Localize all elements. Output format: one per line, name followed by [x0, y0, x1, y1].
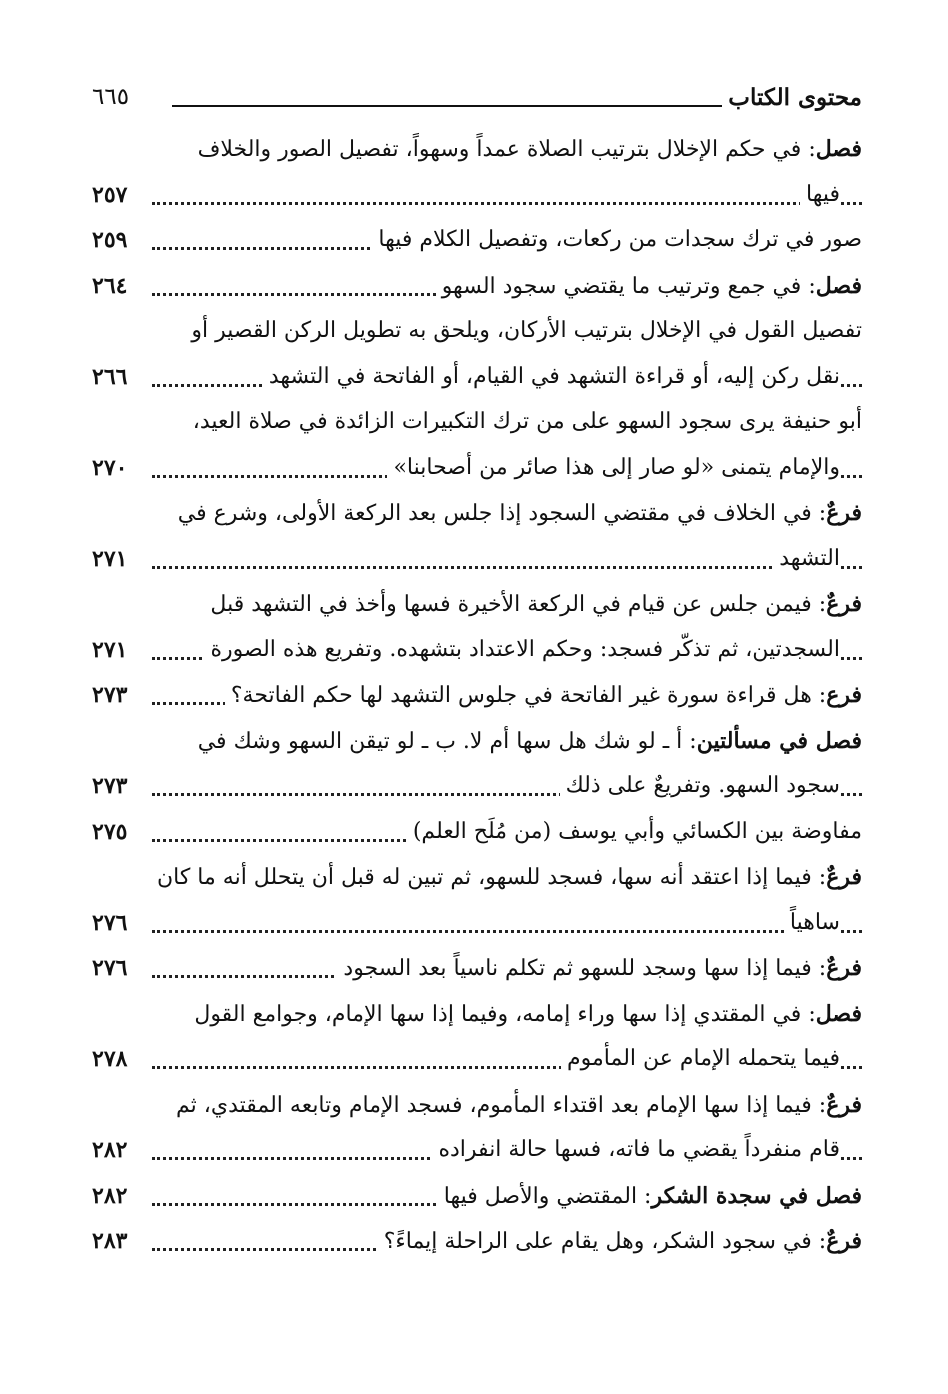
leader-dots [152, 566, 862, 569]
header-rule [172, 105, 722, 107]
entry-line-text: والإمام يتمنى «لو صار إلى هذا صائر من أصحابنا» [393, 454, 840, 480]
entry-label: فصل في مسألتين [696, 727, 862, 754]
entry-text [561, 1044, 840, 1074]
entry-line-text: فيمن جلس عن قيام في الركعة الأخيرة فسها وأخذ في التشهد قبل [210, 592, 812, 617]
entry-label: فصل [815, 272, 862, 299]
entry-page-number: ٢٧١ [92, 545, 128, 572]
entry-text: فرعٌ: فيمن جلس عن قيام في الركعة الأخيرة فسها وأخذ في التشهد قبل [204, 589, 862, 620]
entry-line-text: السجدتين، ثم تذكّر فسجد: وحكم الاعتداد بتشهده. وتفريع هذه الصورة [210, 636, 840, 662]
entry-label: فرعٌ [826, 591, 862, 617]
toc-line [92, 674, 862, 720]
entry-page-number: ٢٧٦ [92, 955, 128, 981]
entry-line-text: صور في ترك سجدات من ركعات، وتفصيل الكلام فيها [378, 227, 862, 252]
entry-line-text: فيما إذا سها وسجد للسهو ثم تكلم ناسياً بعد السجود [343, 956, 812, 981]
toc-line [92, 1175, 862, 1221]
toc-line [92, 856, 862, 902]
entry-page-number: ٢٧٣ [92, 682, 128, 708]
page-number: ٦٦٥ [92, 84, 130, 110]
entry-label: فرعٌ [826, 1228, 862, 1254]
toc-line [92, 538, 862, 584]
entry-label: فرع [826, 682, 862, 708]
entry-text: فرعٌ: في سجود الشكر، وهل يقام على الراحلة إيماءً؟ [378, 1226, 862, 1257]
entry-line-text: فيما يتحمله الإمام عن المأموم [567, 1046, 840, 1071]
entry-page-number: ٢٥٩ [92, 227, 128, 253]
entry-page-number: ٢٧٨ [92, 1046, 128, 1072]
entry-page-number: ٢٨٢ [92, 1137, 128, 1163]
entry-text [187, 407, 862, 437]
toc-line [92, 356, 862, 402]
entry-text: فصل في مسألتين: أ ـ لو شك هل سها أم لا. ب ـ لو تيقن السهو وشك في [192, 726, 862, 757]
entry-line-text: نقل ركن إليه، أو قراءة التشهد في القيام، أو الفاتحة في التشهد [268, 363, 840, 389]
toc-line [92, 1129, 862, 1175]
toc-line [92, 310, 862, 356]
toc-line [92, 811, 862, 857]
entry-label: فرعٌ [826, 1091, 862, 1118]
entry-line-text: في سجود الشكر، وهل يقام على الراحلة إيماءً؟ [383, 1229, 812, 1254]
entry-label: فصل في سجدة الشكر [651, 1182, 862, 1209]
entry-text: فرعٌ: في الخلاف في مقتضي السجود إذا جلس بعد الركعة الأولى، وشرع في [172, 498, 862, 529]
entry-text [784, 908, 840, 938]
entry-page-number: ٢٦٤ [92, 272, 128, 299]
entry-line-text: ساهياً [789, 909, 840, 935]
entry-text: فصل: في حكم الإخلال بترتيب الصلاة عمداً وسهواً، تفصيل الصور والخلاف [192, 134, 862, 165]
leader-dots [152, 930, 862, 933]
entry-label: فصل [815, 136, 862, 162]
entry-line-text: فيها [806, 181, 840, 207]
entry-page-number: ٢٥٧ [92, 181, 128, 208]
entry-text [204, 635, 840, 665]
entry-text [407, 817, 862, 847]
toc-line [92, 219, 862, 265]
entry-text [773, 544, 840, 574]
entry-text: فرعٌ: فيما إذا اعتقد أنه سها، فسجد للسهو، ثم تبين له قبل أن يتحلل أنه ما كان [151, 862, 862, 893]
toc-line [92, 1084, 862, 1130]
entry-label: فرعٌ [826, 864, 862, 890]
entry-text: فرعٌ: فيما إذا سها وسجد للسهو ثم تكلم ناسياً بعد السجود [337, 953, 862, 984]
entry-text [432, 1135, 840, 1165]
toc-line [92, 947, 862, 993]
toc-line [92, 720, 862, 766]
entry-page-number: ٢٧٦ [92, 909, 128, 936]
entry-text: فصل: في المقتدي إذا سها وراء إمامه، وفيما إذا سها الإمام، وجوامع القول [188, 999, 862, 1030]
entry-line-text: مفاوضة بين الكسائي وأبي يوسف (من مُلَح العلم) [412, 818, 862, 844]
entry-text [560, 771, 840, 801]
entry-page-number: ٢٦٦ [92, 363, 128, 390]
entry-page-number: ٢٧٥ [92, 818, 128, 845]
entry-line-text: في جمع وترتيب ما يقتضي سجود السهو [441, 273, 802, 299]
toc-list [92, 128, 862, 1266]
leader-dots [152, 202, 862, 205]
running-title: محتوى الكتاب [728, 84, 862, 111]
entry-page-number: ٢٧٠ [92, 454, 128, 481]
entry-page-number: ٢٧١ [92, 636, 128, 663]
entry-line-text: قام منفرداً يقضي ما فاته، فسها حالة انفراده [438, 1137, 840, 1162]
entry-line-text: المقتضي والأصل فيها [443, 1183, 638, 1209]
entry-line-text: فيما إذا سها الإمام بعد اقتداء المأموم، فسجد الإمام وتابعه المقتدي، ثم [175, 1092, 812, 1118]
toc-line [92, 492, 862, 538]
entry-page-number: ٢٨٣ [92, 1228, 128, 1254]
entry-text: فصل: في جمع وترتيب ما يقتضي سجود السهو [436, 271, 862, 302]
entry-label: فرعٌ [826, 955, 862, 981]
entry-text [263, 362, 840, 392]
entry-text: فصل في سجدة الشكر: المقتضي والأصل فيها [438, 1181, 862, 1212]
entry-line-text: فيما إذا اعتقد أنه سها، فسجد للسهو، ثم تبين له قبل أن يتحلل أنه ما كان [156, 865, 812, 890]
entry-line-text: في المقتدي إذا سها وراء إمامه، وفيما إذا سها الإمام، وجوامع القول [194, 1001, 802, 1027]
entry-line-text: هل قراءة سورة غير الفاتحة في جلوس التشهد لها حكم الفاتحة؟ [230, 683, 812, 708]
toc-line [92, 993, 862, 1039]
entry-line-text: أ ـ لو شك هل سها أم لا. ب ـ لو تيقن السهو وشك في [197, 728, 683, 754]
toc-line [92, 1220, 862, 1266]
entry-page-number: ٢٧٣ [92, 773, 128, 799]
entry-text [800, 180, 840, 210]
entry-line-text: في حكم الإخلال بترتيب الصلاة عمداً وسهواً، تفصيل الصور والخلاف [197, 137, 802, 162]
entry-text [185, 316, 862, 346]
entry-page-number: ٢٨٢ [92, 1182, 128, 1209]
entry-text [387, 453, 840, 483]
toc-line [92, 1038, 862, 1084]
entry-line-text: في الخلاف في مقتضي السجود إذا جلس بعد الركعة الأولى، وشرع في [177, 501, 812, 526]
toc-line [92, 447, 862, 493]
entry-label: فرعٌ [826, 500, 862, 526]
toc-line [92, 583, 862, 629]
page-header [92, 84, 862, 124]
entry-text [372, 225, 862, 255]
toc-line [92, 401, 862, 447]
toc-line [92, 629, 862, 675]
entry-line-text: التشهد [779, 545, 840, 571]
entry-line-text: سجود السهو. وتفريعٌ على ذلك [565, 773, 840, 798]
toc-line [92, 265, 862, 311]
entry-text: فرعٌ: فيما إذا سها الإمام بعد اقتداء المأموم، فسجد الإمام وتابعه المقتدي، ثم [170, 1090, 862, 1121]
toc-line [92, 128, 862, 174]
toc-line [92, 902, 862, 948]
toc-line [92, 765, 862, 811]
entry-line-text: تفصيل القول في الإخلال بترتيب الأركان، ويلحق به تطويل الركن القصير أو [191, 318, 862, 343]
entry-line-text: أبو حنيفة يرى سجود السهو على من ترك التكبيرات الزائدة في صلاة العيد، [192, 409, 862, 434]
toc-line [92, 174, 862, 220]
entry-label: فصل [815, 1000, 862, 1027]
entry-text: فرع: هل قراءة سورة غير الفاتحة في جلوس التشهد لها حكم الفاتحة؟ [225, 680, 862, 711]
